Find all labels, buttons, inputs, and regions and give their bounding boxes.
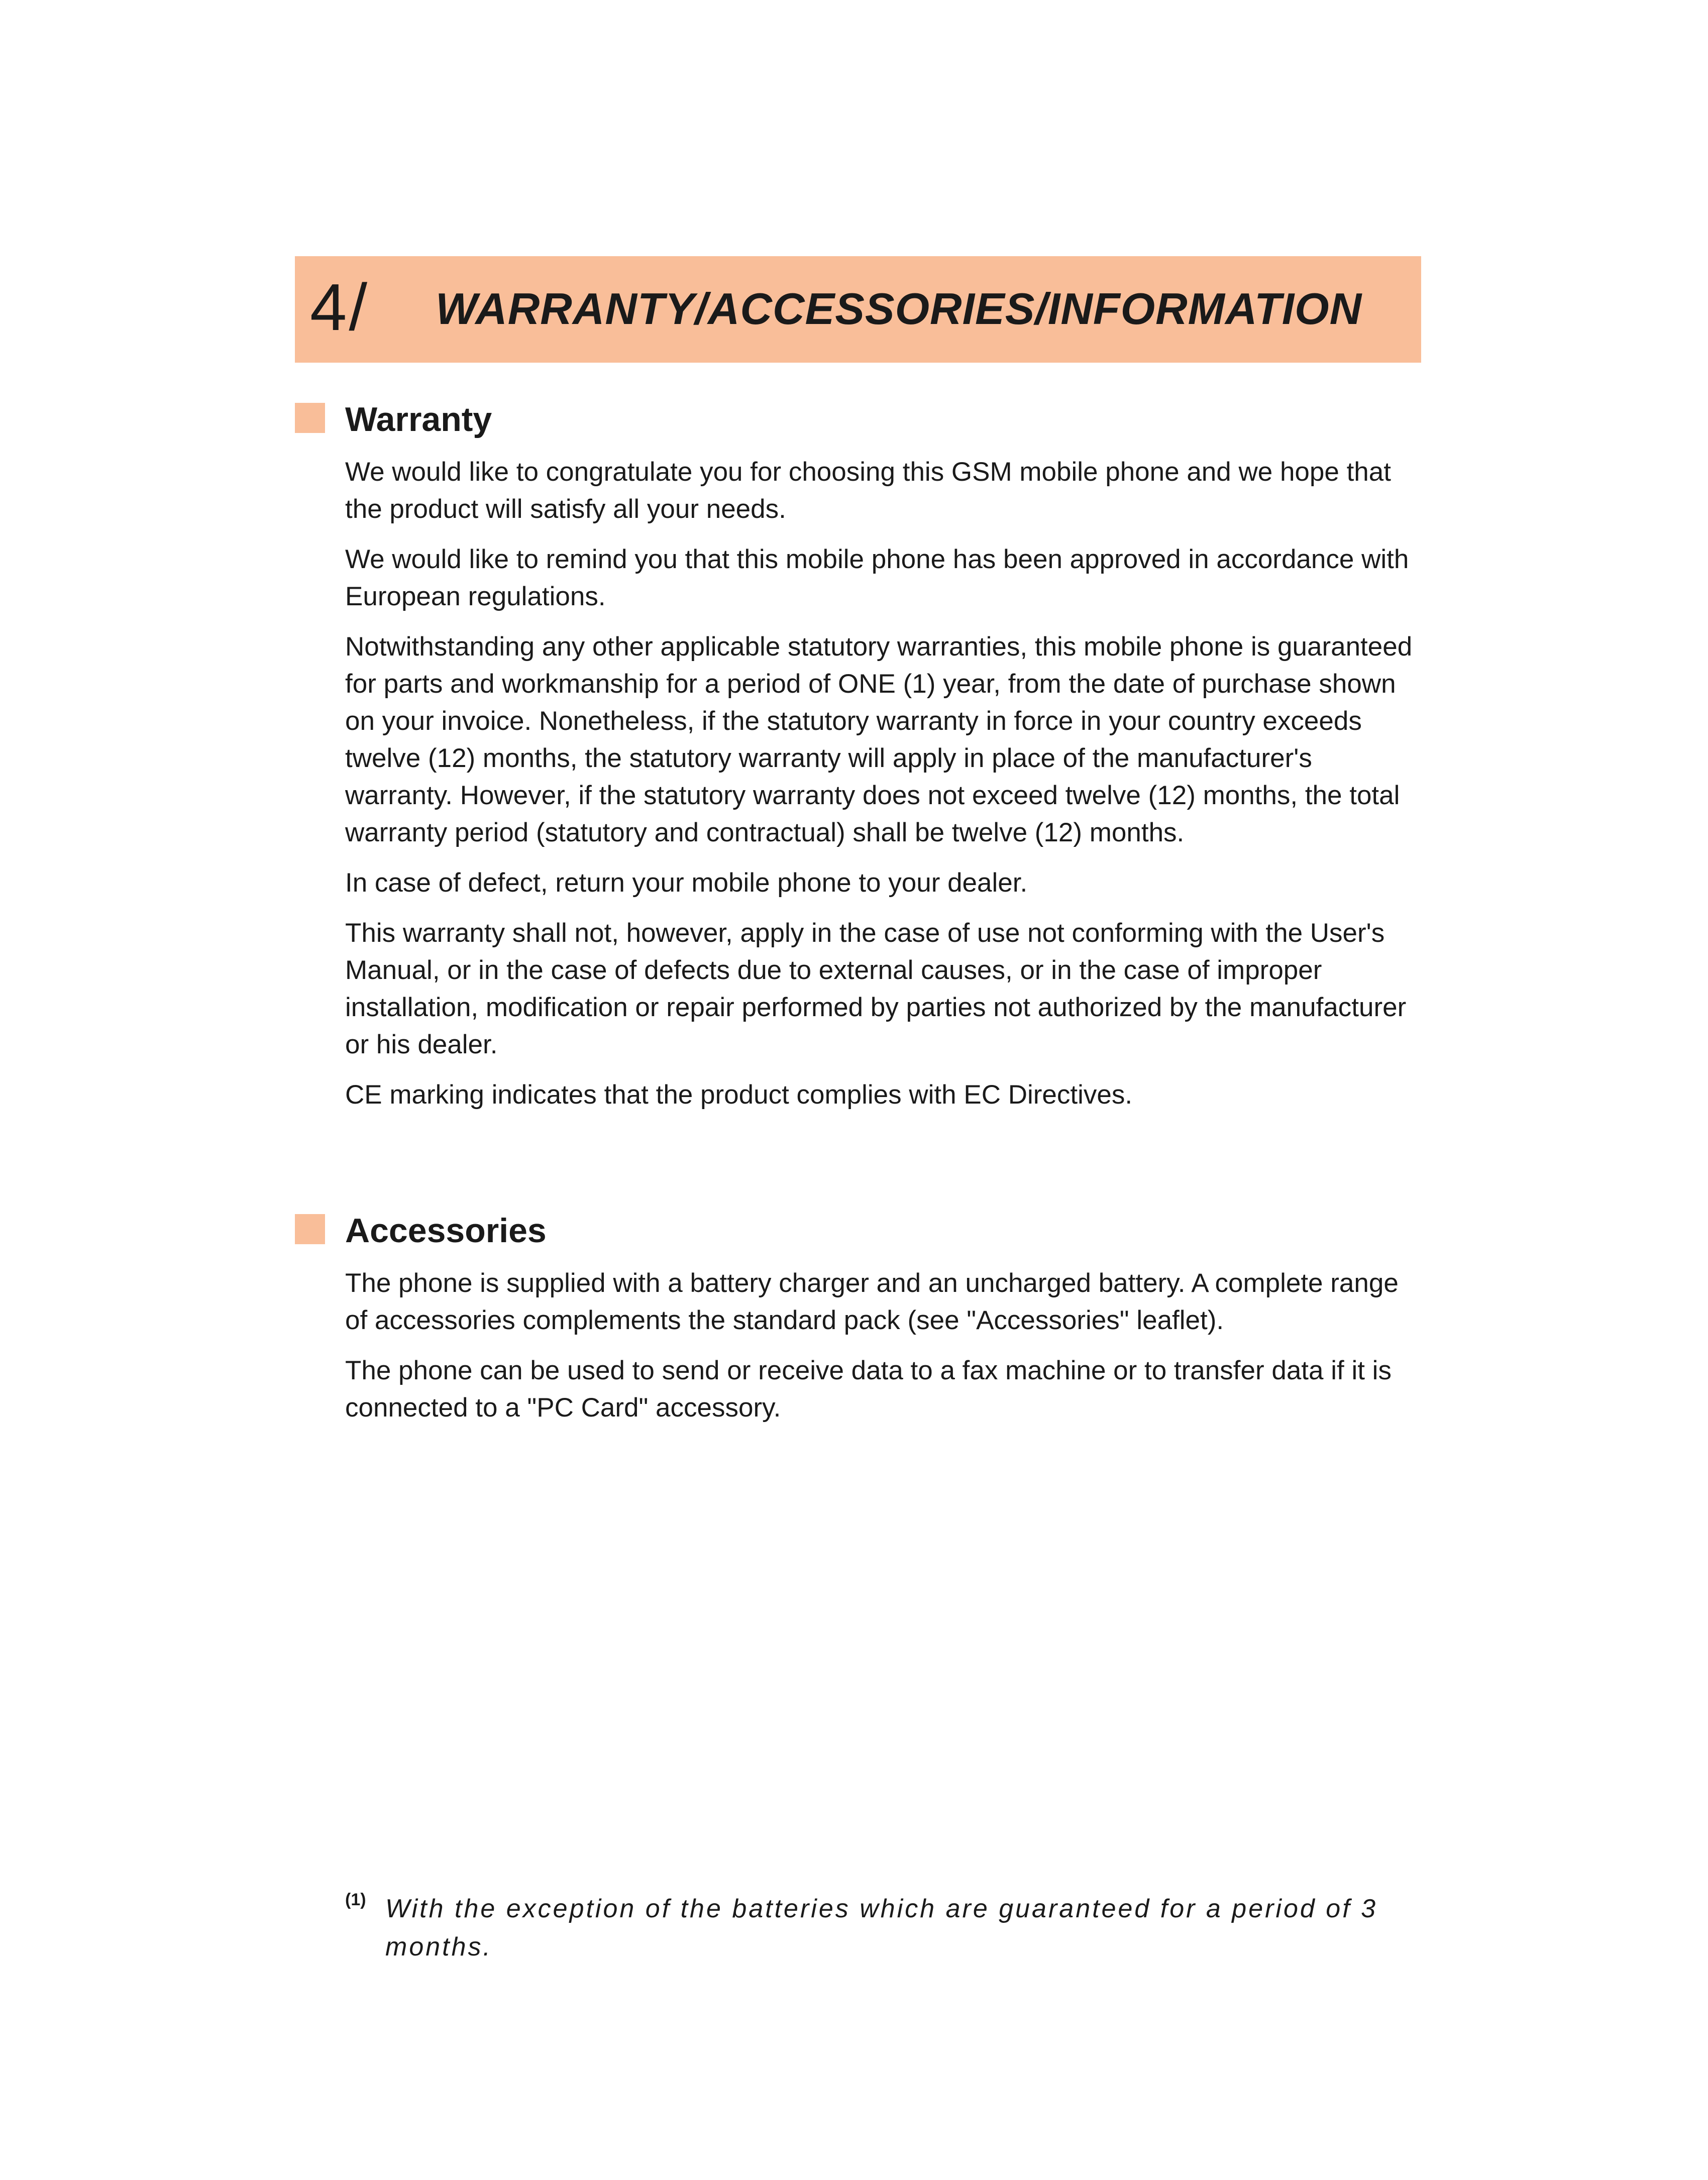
- warranty-paragraph: Notwithstanding any other applicable statutory warranties, this mobile phone is guaranteed for parts and workmanship for a period of ONE (1) year, from the date of purchase shown on your invoice. Nonetheless, if the statutory warranty in force in your country exceeds twelve (12) months, the statutory warranty will apply in place of the manufacturer's warranty. However, if the statutory warranty does not exceed twelve (12) months, the total warranty period (statutory and contractual) shall be twelve (12) months.: [345, 632, 1413, 847]
- footnote-mark: (1): [345, 1890, 366, 1909]
- accessories-section: [295, 1211, 1421, 1442]
- section-marker-icon: [295, 1214, 325, 1244]
- section-marker-icon: [295, 403, 325, 433]
- warranty-section: [295, 399, 1421, 1163]
- warranty-paragraph: This warranty shall not, however, apply in the case of use not conforming with the User's Manual, or in the case of defects due to external causes, or in the case of improper installation, modification or repair performed by parties not authorized by the manufacturer or his dealer.: [345, 918, 1407, 1059]
- accessories-heading: Accessories: [345, 1212, 547, 1250]
- warranty-paragraph: We would like to remind you that this mobile phone has been approved in accordance with European regulations.: [345, 544, 1409, 611]
- accessories-paragraph: The phone can be used to send or receive data to a fax machine or to transfer data if it is connected to a "PC Card" accessory.: [345, 1356, 1392, 1423]
- warranty-paragraph: CE marking indicates that the product complies with EC Directives.: [345, 1080, 1133, 1110]
- warranty-body: [345, 454, 1425, 1127]
- warranty-paragraph: We would like to congratulate you for choosing this GSM mobile phone and we hope that the product will satisfy all your needs.: [345, 457, 1391, 524]
- warranty-heading: Warranty: [345, 400, 492, 439]
- footnote-text: With the exception of the batteries which are guaranteed for a period of 3 months.: [385, 1894, 1378, 1961]
- chapter-header: [295, 256, 1421, 363]
- accessories-paragraph: The phone is supplied with a battery charger and an uncharged battery. A complete range of accessories complements the standard pack (see "Accessories" leaflet).: [345, 1268, 1399, 1335]
- chapter-title: WARRANTY/ACCESSORIES/INFORMATION: [436, 284, 1362, 334]
- chapter-number: 4/: [310, 270, 370, 344]
- warranty-paragraph: In case of defect, return your mobile phone to your dealer.: [345, 868, 1028, 898]
- accessories-body: [345, 1265, 1425, 1440]
